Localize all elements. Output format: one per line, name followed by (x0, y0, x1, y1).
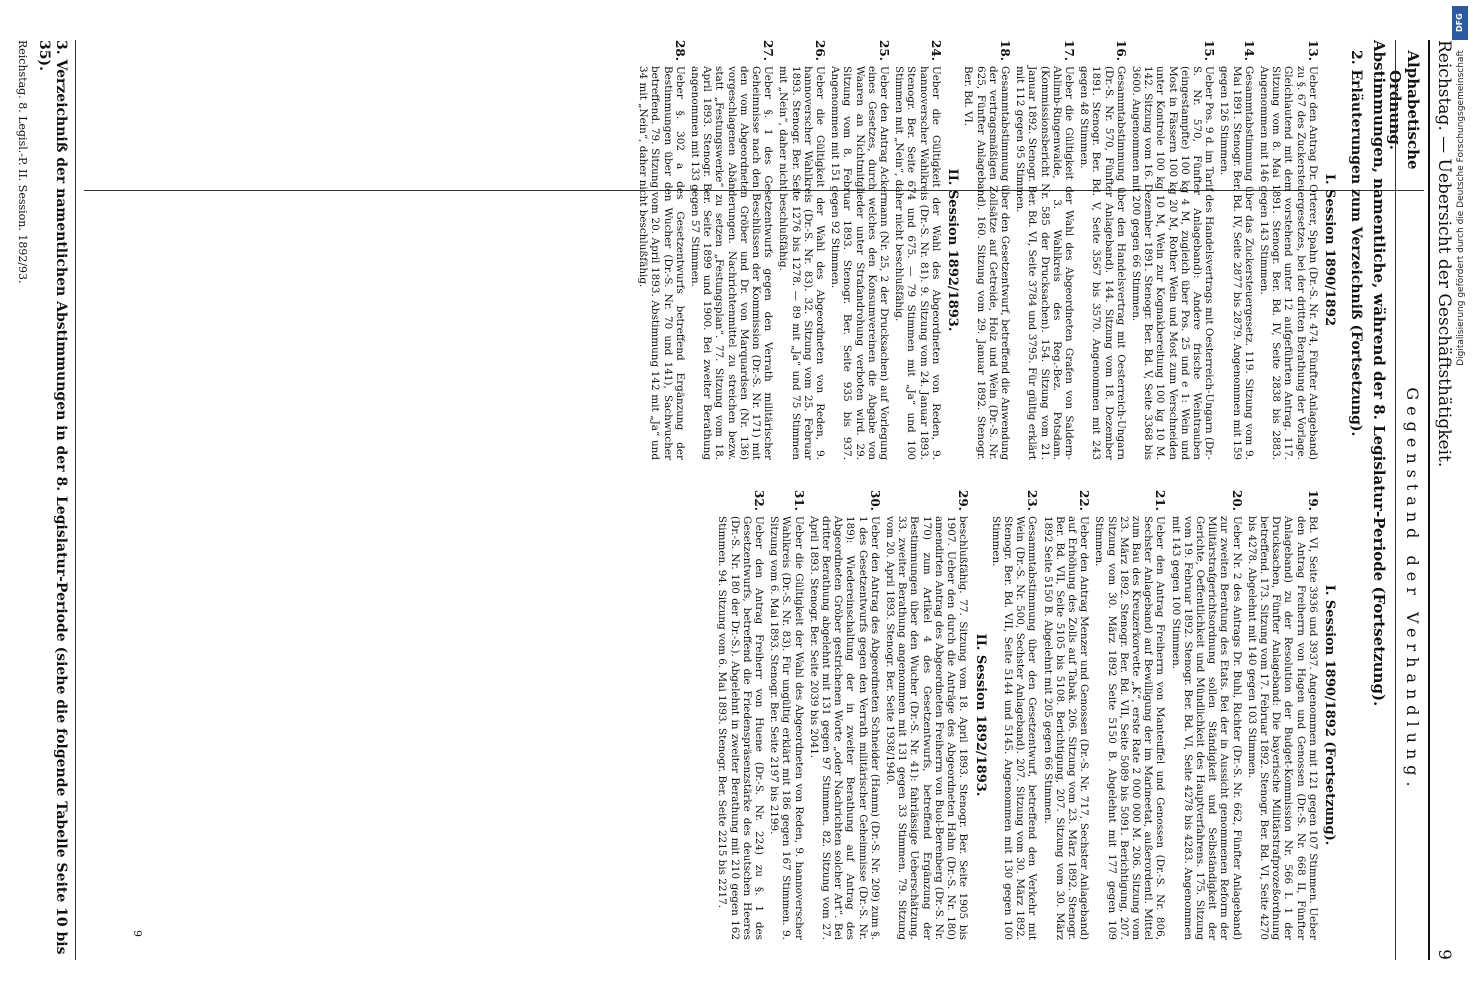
entry-text: Ueber §. 1 des Gesetzentwurfs gegen den Verrath militärischer Geheimnisse nach den Beschlüssen der Kommission (Dr.-S. Nr. 171) mit den vom Abgeordneten Gröber und Dr. von Marquardsen (Nr. 136) vorgeschlagenen Abänderungen. Nachrichtenmittel zu streichen bezw. statt „Festungswerke“ zu setzen „Festungsplan“. 77. Sitzung vom 18. April 1893. Stenogr. Ber. Seite 1899 und 1900. Bei zweiter Berathung angenommen mit 133 gegen 57 Stimmen. (689, 66, 775, 460)
entry-text: Ueber den Antrag Ackermann (Nr. 25, 2 der Drucksachen) auf Vorlegung eines Gesetzes, durch welches den Konsumvereinen die Abgabe von Waaren an Nichtmitglieder unter Strafandrohung verboten wird. 29. Sitzung vom 8. Februar 1893. Stenogr. Ber. Seite 935 bis 937. Angenommen mit 151 gegen 92 Stimmen. (829, 66, 891, 460)
entry-number: 25. (877, 40, 892, 61)
session-1-cont-heading: I. Session 1890/1892 (Fortsetzung). (1322, 584, 1337, 846)
entry-text: Ueber den Antrag Dr. Orterer, Spahn (Dr.-S. Nr. 474, Fünfter Anlageband) zu §. 67 des Zuckersteuergesetzes, bei der dritten Berathung der Vorlage. Gleichlautend mit dem vorstehend unter 12 aufgeführten Antrag. 117. Sitzung vom 8. Mai 1891. Stenogr. Ber. Bd. IV, Seite 2838 bis 2883. Angenommen mit 146 gegen 143 Stimmen. (1257, 66, 1319, 460)
entry-number: 21. (1153, 490, 1168, 511)
vote-entry (1130, 40, 1215, 460)
session-2-heading-col2: II. Session 1892/1893. (972, 633, 988, 797)
dfg-margin (1446, 0, 1472, 1000)
entry-number: 19. (1305, 490, 1320, 511)
entry-number: 18. (997, 40, 1012, 61)
vote-entry (1169, 490, 1242, 940)
footer-note: Reichstag. 8. Legisl.-P. II. Session. 1892/93. (16, 40, 29, 284)
entry-text: Ueber den Antrag des Abgeordneten Schneider (Hamm) (Dr.-S. Nr. 209) zum §. 1 des Gesetzentwurfs gegen den Verrath militärischer Geheimnisse (Dr.-S. Nr. 189): Wiedereinschaltung der in zweiter Berathung auf Antrag des Abgeordneten Gröber gestrichenen Worte „oder Nachrichten solcher Art“. Bei dritter Berathung abgelehnt mit 131 gegen 97 Stimmen. 82. Sitzung vom 27. April 1893. Stenogr. Ber. Seite 2039 bis 2041. (807, 516, 881, 940)
head-rule (1395, 40, 1396, 960)
side-page-number: 9 (131, 930, 144, 937)
section-heading: Abstimmungen, namentliche, während der 8. Legislatur-Periode (Fortsetzung). (1370, 40, 1388, 707)
vote-entry (777, 40, 826, 460)
vote-entry (893, 40, 942, 460)
session-1-heading: I. Session 1890/1892 (1322, 173, 1337, 327)
entry-text: Ueber die Gültigkeit der Wahl des Abgeordneten von Reden, 9. hannoverscher Wahlkreis (Dr.-S. Nr. 81). 9. Sitzung vom 24. Januar 1893. Stenogr. Ber. Seite 674 und 675. — 79 Stimmen mit „Ja“ und 100 Stimmen mit „Nein“, daher nicht beschlußfähig. (893, 66, 942, 460)
column-1 (634, 40, 1339, 460)
subject-head: Gegenstand der Verhandlung. (1403, 387, 1422, 793)
vote-entry (716, 490, 765, 940)
entry-text: Gesammtabstimmung über den Gesetzentwurf, betreffend die Anwendung der vertragsmäßigen Zollsätze auf Getreide, Holz und Wein (Dr.-S. Nr. 625, Fünfter Anlageband). 160. Sitzung vom 29. Januar 1892. Stenogr. Ber. Bd. VI. (962, 66, 1011, 460)
vote-entry (962, 40, 1011, 460)
entry-number: 24. (928, 40, 943, 61)
entry-number: 20. (1229, 490, 1244, 511)
entry-text: Gesammtabstimmung über den Handelsvertrag mit Oesterreich-Ungarn (Dr.-S. Nr. 570, Fünfter Anlageband). 144. Sitzung vom 18. Dezember 1891. Stenogr. Ber. Bd. V, Seite 3567 bis 3570. Angenommen mit 243 gegen 48 Stimmen. (1078, 66, 1127, 460)
vote-entry (1093, 490, 1166, 940)
entry-text: Ueber die Gültigkeit der Wahl des Abgeordneten Grafen von Saldern-Ahlimb-Ringenwalde, 3. Wahlkreis des Reg.-Bez. Potsdam. (Kommissionsbericht Nr. 585 der Drucksachen). 154. Sitzung vom 21. Januar 1892. Stenogr. Ber. Bd. VI, Seite 3784 und 3795. Für gültig erklärt mit 112 gegen 95 Stimmen. (1014, 66, 1075, 460)
session-2-heading: II. Session 1892/1893. (945, 168, 961, 332)
header-title: Reichstag. — Uebersicht der Geschäftsthätigkeit. (1434, 40, 1454, 468)
vote-entry (1041, 490, 1090, 940)
header-page-number: 9 (1434, 949, 1454, 960)
entry-text: Ueber die Gültigkeit der Wahl des Abgeordneten von Reden, 9. hannoverscher Wahlkreis (Dr.-S. Nr. 83). Für ungültig erklärt mit 186 gegen 167 Stimmen. 9. Sitzung vom 6. Mai 1893. Stenogr. Ber. Seite 2197 bis 2199. (768, 516, 805, 940)
vote-entry (808, 490, 881, 940)
column-2 (713, 490, 1339, 940)
entry-number: 16. (1113, 40, 1128, 61)
vote-entry (990, 490, 1039, 940)
dfg-logo: DFG (1452, 6, 1468, 40)
entry-number: 22. (1077, 490, 1092, 511)
vote-entry (1258, 40, 1319, 460)
entry-number: 26. (813, 40, 828, 61)
vote-entry (829, 40, 890, 460)
entry-number: 15. (1202, 40, 1217, 61)
vote-entry (637, 40, 686, 460)
entry-number: 28. (672, 40, 687, 61)
entry-number: 23. (1025, 490, 1040, 511)
entry-text: Gesammtabstimmung über den Gesetzentwurf, betreffend den Verkehr mit Wein (Dr.-S. Nr. 500, Sechster Anlageband). 207. Sitzung vom 30. März 1892. Stenogr. Ber. Bd. VII, Seite 5144 und 5145. Angenommen mit 130 gegen 100 Stimmen. (989, 516, 1039, 940)
vote-entry (1246, 490, 1319, 940)
vote-entry (1078, 40, 1127, 460)
footer-title: 3. Verzeichniß der namentlichen Abstimmungen in der 8. Legislatur-Periode (siehe die folgende Tabelle Seite 10 bis 35). (36, 40, 69, 955)
footer-rule (75, 40, 76, 960)
entry-text: Ueber den Antrag Freiherrn von Manteuffel und Genossen (Dr.-S. Nr. 806, Sechster Anlageband) auf Bewilligung der im Marineetat, außerordentl. Mittel zum Bau des Kreuzerkorvette „K“, erste Rate 2 000 000 M. 206. Sitzung vom 23. März 1892. Stenogr. Ber. Bd. VII, Seite 5089 bis 5091. Berichtigung, 207. Sitzung vom 30. März 1892 Seite 5150 B. Abgelehnt mit 177 gegen 109 Stimmen. (1093, 516, 1167, 940)
entry-number: 14. (1241, 40, 1256, 61)
alphabetical-order-head: Alphabetische Ordnung. (1386, 50, 1422, 170)
vote-entry (768, 490, 805, 940)
entry-text: Ueber den Antrag Menzer und Genossen (Dr.-S. Nr. 717, Sechster Anlageband) auf Erhöhung des Zolls auf Tabak. 206. Sitzung vom 23. März 1892. Stenogr. Ber. Bd. VII, Seite 5105 bis 5108. Berichtigung, 207. Sitzung vom 30. März 1892 Seite 5150 B. Abgelehnt mit 205 gegen 66 Stimmen. (1041, 516, 1091, 940)
vote-entry (689, 40, 774, 460)
dfg-notice: Digitalisierung gefördert durch die Deutsche Forschungsgemeinschaft (1456, 50, 1466, 366)
entry-number: 27. (761, 40, 776, 61)
entry-text: Ueber Pos. 9 d. im Tarif des Handelsvertrags mit Oesterreich-Ungarn (Dr.-S. Nr. 570, Fünfter Anlageband): Andere frische Weintrauben (eingestampfte) 100 kg 4 M, zugleich über Pos. 25 und e 1: Wein und Most in Fässern 100 kg 20 M, Rother Wein und Most zum Verschneiden unter Kontrole 100 kg 10 M, Wein zur Kognakbereitung 100 kg 10 M. 142. Sitzung vom 16. Dezember 1891. Stenogr. Ber. Bd. V, Seite 3368 bis 3600. Angenommen mit 200 gegen 66 Stimmen. (1129, 66, 1216, 460)
entry-text: Gesammtabstimmung über das Zuckersteuergesetz. 119. Sitzung vom 9. Mai 1891. Stenogr. Ber. Bd. IV, Seite 2877 bis 2879. Angenommen mit 159 gegen 126 Stimmen. (1218, 66, 1255, 460)
entry-text: Bd. VI, Seite 3936 und 3937. Angenommen mit 121 gegen 107 Stimmen. Ueber den Antrag Freiherrn von Hagen und Genossen (Dr.-S. Nr. 668 II, Fünfter Anlageband) zu der Resolution der Budget-Kommission Nr. 566 I. 1 der Drucksachen, Fünfter Anlageband: Die bayerische Militärstrafprozeßordnung betreffend. 173. Sitzung vom 17. Februar 1892. Stenogr. Ber. Bd. VI, Seite 4270 bis 4278. Abgelehnt mit 140 gegen 103 Stimmen. (1245, 516, 1319, 940)
entry-number: 17. (1061, 40, 1076, 61)
vote-entry (1218, 40, 1255, 460)
vote-entry (1014, 40, 1075, 460)
entry-number: 13. (1305, 40, 1320, 61)
entry-text: Ueber den Antrag Freiherr von Huene (Dr.-S. Nr. 224) zu §. 1 des Gesetzentwurfs, betreffend die Friedenspräsenzstärke des deutschen Heeres (Dr.-S. Nr. 180 der Dr.-S.). Abgelehnt in zweiter Berathung mit 210 gegen 162 Stimmen. 94. Sitzung vom 6. Mai 1893. Stenogr. Ber. Seite 2215 bis 2217. (716, 516, 766, 940)
entry-number: 30. (867, 490, 882, 511)
entry-number: 29. (956, 490, 971, 511)
entry-text: Ueber Nr. 2 des Antrags Dr. Buhl, Richter (Dr.-S. Nr. 662, Fünfter Anlageband) zur zweiten Beratung des Etats. Bei der in Aussicht genommenen Reform der Militärstrafgerichtsordnung sollen Ständigkeit und Selbständigkeit der Gerichte, Oeffentlichkeit und Mündlichkeit des Hauptverfahrens. 175. Sitzung vom 19. Februar 1892. Stenogr. Ber. Bd. VI, Seite 4278 bis 4283. Angenommen mit 143 gegen 100 Stimmen. (1169, 516, 1243, 940)
entry-number: 31. (791, 490, 806, 511)
subsection-heading: 2. Erläuterungen zum Verzeichniß (Fortsetzung). (1348, 50, 1364, 437)
entry-text: beschlußfähig. 77. Sitzung vom 18. April 1893. Stenogr. Ber. Seite 1905 bis 1907. Ueber den durch die Anträge des Abgeordneten Hahn (Dr.-S. Nr. 180) amendirten Antrag des Abgeordneten Freiherrn von Buol-Berenberg (Dr.-S. Nr. 170) zum Artikel 4 des Gesetzentwurfs, betreffend Ergänzung der Bestimmungen über den Wucher (Dr.-S. Nr. 41): fahrlässige Ueberschätzung. 33. zweiter Berathung angenommen mit 131 gegen 33 Stimmen. 79. Sitzung vom 20. April 1893. Stenogr. Ber. Seite 1938/1940. (884, 516, 970, 940)
vote-entry (884, 490, 969, 940)
entry-number: 32. (752, 490, 767, 511)
entry-text: Ueber §. 302 a des Gesetzentwurfs betreffend Ergänzung der Bestimmungen über den Wucher (Dr.-S. Nr. 70 und 141), Sachwucher betreffend. 79. Sitzung vom 20. April 1893. Abstimmung 142 mit „Ja“ und 34 mit „Nein“, daher nicht beschlußfähig. (637, 66, 686, 460)
entry-text: Ueber die Gültigkeit der Wahl des Abgeordneten von Reden, 9. hannoverscher Wahlkreis (Dr.-S. Nr. 83). 32. Sitzung vom 25. Februar 1893. Stenogr. Ber. Seite 1276 bis 1278. — 89 mit „Ja“ und 75 Stimmen mit „Nein“, daher nicht beschlußfähig. (777, 66, 827, 460)
